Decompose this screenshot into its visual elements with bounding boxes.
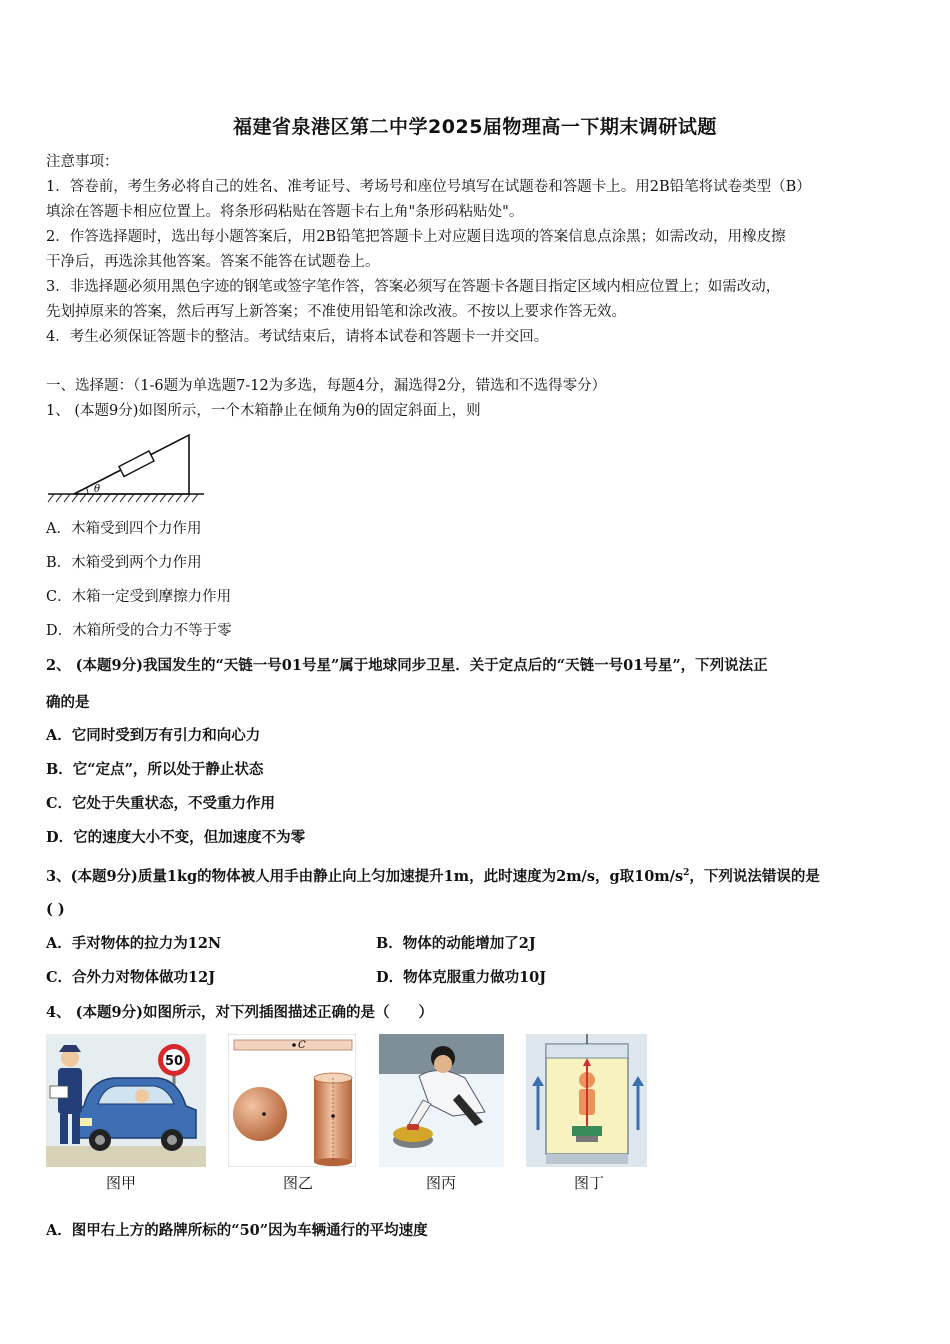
- q3-stem-text: 3、(本题9分)质量1kg的物体被人用手由静止向上匀加速提升1m，此时速度为2m/s，g取10m/s: [46, 867, 684, 885]
- speed-sign-number: 50: [164, 1054, 184, 1069]
- q2-option-a: A．它同时受到万有引力和向心力: [46, 727, 261, 744]
- q1-stem: 1、 (本题9分)如图所示，一个木箱静止在倾角为θ的固定斜面上，则: [46, 403, 481, 419]
- q3-option-a: A．手对物体的拉力为12N: [46, 935, 222, 952]
- figure-jia: [46, 1034, 206, 1167]
- notice-line: 2．作答选择题时，选出每小题答案后，用2B铅笔把答题卡上对应题目选项的答案信息点涂黑；如需改动，用橡皮擦: [46, 229, 786, 245]
- q3-stem-tail: ，下列说法错误的是: [689, 867, 820, 885]
- q2-stem: 2、 (本题9分)我国发生的“天链一号01号星”属于地球同步卫星．关于定点后的“天链一号01号星”，下列说法正: [46, 657, 768, 674]
- notice-line: 干净后，再选涂其他答案。答案不能答在试题卷上。: [46, 254, 380, 270]
- figure-bing: [379, 1034, 504, 1167]
- theta-label: θ: [94, 484, 101, 495]
- page-title: 福建省泉港区第二中学2025届物理高一下期末调研试题: [233, 116, 717, 138]
- q3-superscript: 2: [683, 868, 690, 878]
- q2-option-d: D．它的速度大小不变，但加速度不为零: [46, 829, 306, 846]
- q4-stem: 4、 (本题9分)如图所示，对下列插图描述正确的是（ ）: [46, 1004, 433, 1021]
- notice-heading: 注意事项：: [46, 154, 119, 170]
- point-c-label: C: [298, 1040, 306, 1051]
- q4-option-a: A．图甲右上方的路牌所标的“50”因为车辆通行的平均速度: [46, 1222, 428, 1239]
- q3-stem-cont: ( ): [46, 901, 65, 918]
- caption-bing: 图丙: [426, 1174, 457, 1192]
- q2-option-c: C．它处于失重状态，不受重力作用: [46, 795, 276, 812]
- notice-line: 1．答卷前，考生务必将自己的姓名、准考证号、考场号和座位号填写在试题卷和答题卡上。用2B铅笔将试卷类型（B）: [46, 179, 811, 195]
- q3-option-b: B．物体的动能增加了2J: [376, 935, 536, 952]
- caption-yi: 图乙: [283, 1174, 314, 1192]
- q2-option-b: B．它“定点”，所以处于静止状态: [46, 761, 264, 778]
- caption-ding: 图丁: [574, 1174, 605, 1192]
- notice-line: 填涂在答题卡相应位置上。将条形码粘贴在答题卡右上角"条形码粘贴处"。: [46, 204, 524, 220]
- figure-ding: [526, 1034, 647, 1167]
- caption-jia: 图甲: [106, 1174, 137, 1192]
- figure-yi: [228, 1034, 356, 1167]
- q1-option-a: A．木箱受到四个力作用: [46, 521, 202, 537]
- q1-option-b: B．木箱受到两个力作用: [46, 555, 202, 571]
- q1-option-c: C．木箱一定受到摩擦力作用: [46, 589, 232, 605]
- notice-line: 4．考生必须保证答题卡的整洁。考试结束后，请将本试卷和答题卡一并交回。: [46, 329, 549, 345]
- q3-option-c: C．合外力对物体做功12J: [46, 969, 216, 986]
- incline-figure: [44, 432, 206, 504]
- q3-stem: [46, 863, 820, 887]
- q3-option-d: D．物体克服重力做功10J: [376, 969, 547, 986]
- wooden-box: [119, 451, 154, 477]
- notice-line: 3．非选择题必须用黑色字迹的钢笔或签字笔作答，答案必须写在答题卡各题目指定区域内相应位置上；如需改动，: [46, 279, 781, 295]
- q2-stem-cont: 确的是: [46, 694, 90, 711]
- notice-line: 先划掉原来的答案，然后再写上新答案；不准使用铅笔和涂改液。不按以上要求作答无效。: [46, 304, 626, 320]
- q1-option-d: D．木箱所受的合力不等于零: [46, 623, 232, 639]
- section-heading: 一、选择题：（1-6题为单选题7-12为多选，每题4分，漏选得2分，错选和不选得零分）: [46, 378, 607, 394]
